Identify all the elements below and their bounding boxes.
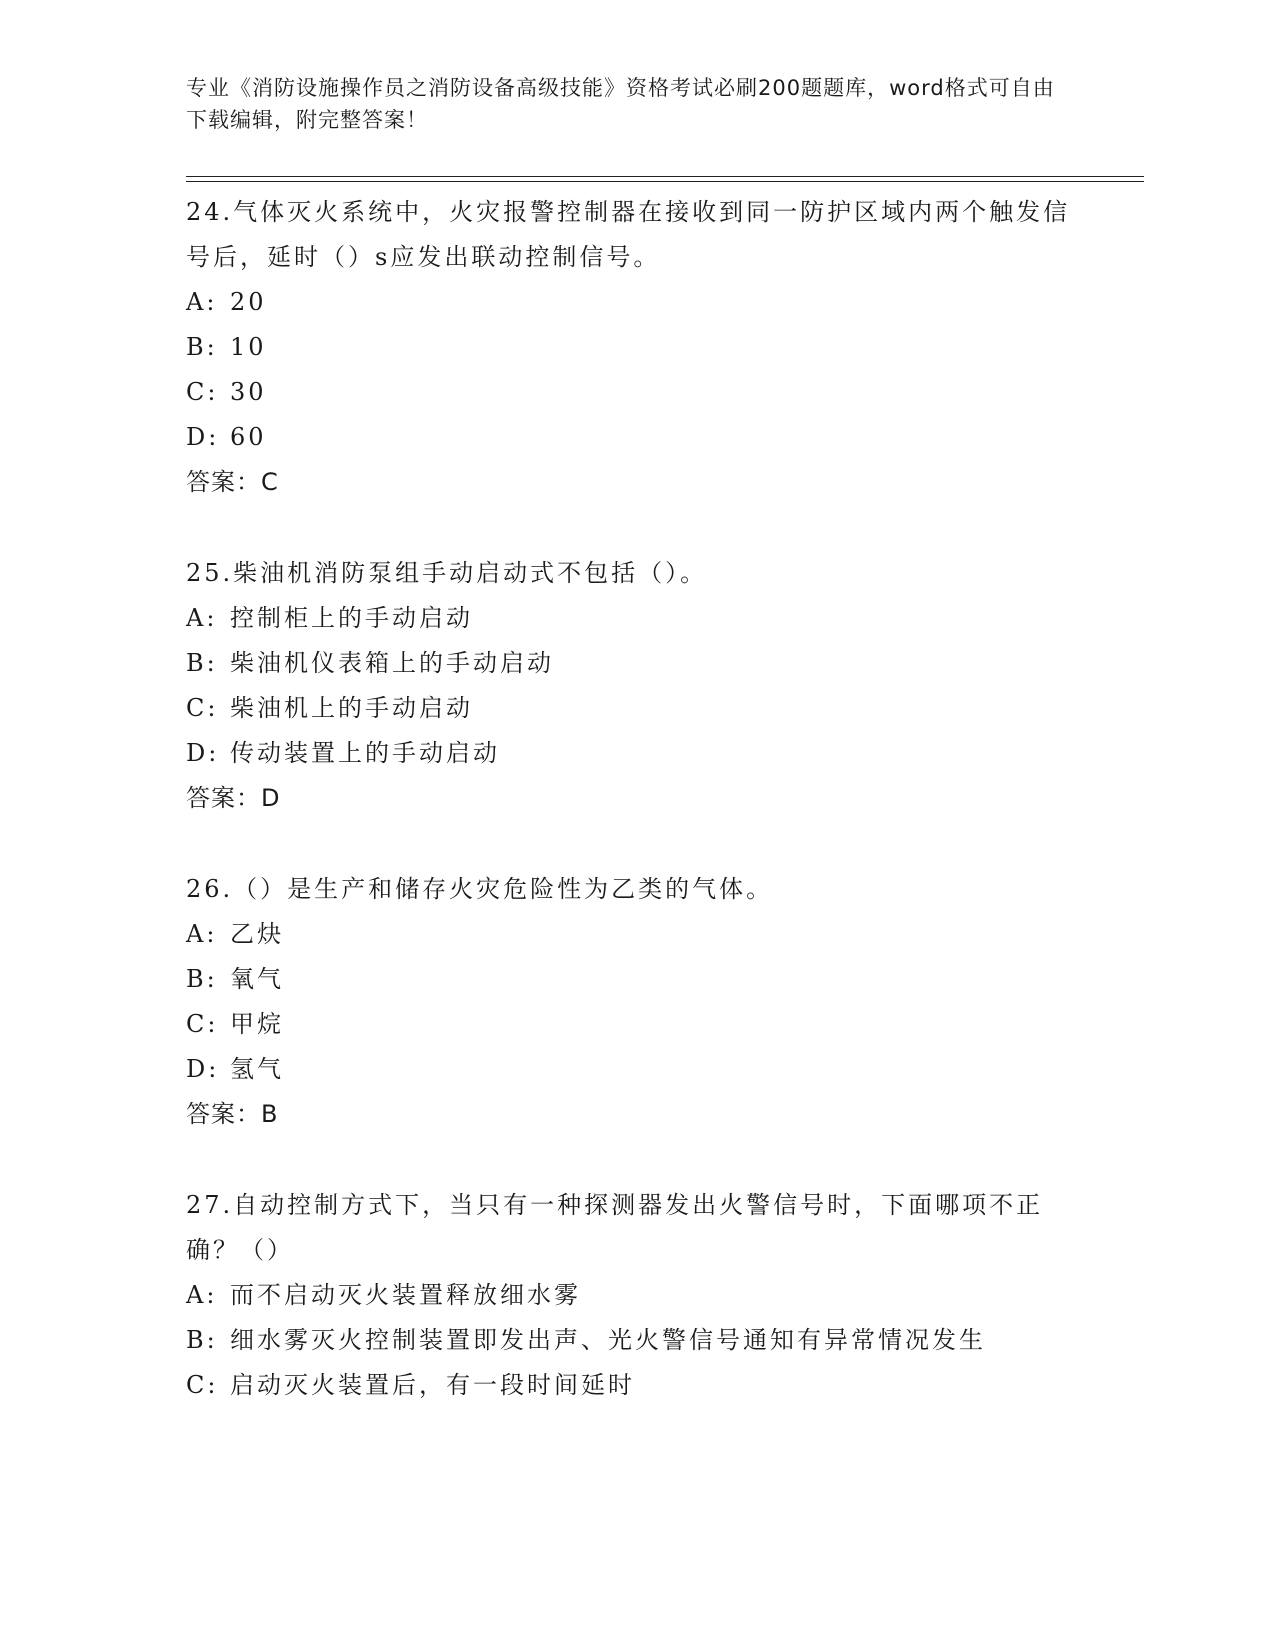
option-text: 甲烷 [230,1010,284,1038]
question-27 [186,1183,1086,1408]
option-label: C: [186,694,219,722]
option-text: 细水雾灭火控制装置即发出声、光火警信号通知有异常情况发生 [230,1326,986,1354]
option-text: 传动装置上的手动启动 [230,739,500,767]
option-label: C: [186,378,219,406]
question-26 [186,867,1086,1137]
option-c [186,1002,1086,1047]
answer: 答案：D [186,784,281,812]
question-list [186,190,1086,1408]
option-label: D: [186,423,220,451]
option-a [186,280,1086,325]
option-d [186,1047,1086,1092]
option-c [186,686,1086,731]
option-b [186,641,1086,686]
option-b [186,325,1086,370]
option-label: B: [186,649,218,677]
option-label: C: [186,1371,219,1399]
question-25 [186,551,1086,821]
option-text: 30 [230,378,267,406]
option-label: B: [186,1326,218,1354]
question-text: 24.气体灭火系统中，火灾报警控制器在接收到同一防护区域内两个触发信号后，延时（）s应发出联动控制信号。 [186,198,1071,271]
option-label: A: [186,920,218,948]
question-text: 27.自动控制方式下，当只有一种探测器发出火警信号时，下面哪项不正确？（） [186,1191,1044,1264]
option-text: 氢气 [230,1055,284,1083]
document-header: 专业《消防设施操作员之消防设备高级技能》资格考试必刷200题题库，word格式可自由下载编辑，附完整答案！ [186,76,1055,132]
option-text: 而不启动灭火装置释放细水雾 [230,1281,581,1309]
option-text: 60 [230,423,267,451]
option-label: D: [186,739,220,767]
option-c [186,370,1086,415]
option-a [186,1273,1086,1318]
option-text: 10 [230,333,267,361]
option-label: A: [186,604,218,632]
option-d [186,415,1086,460]
option-text: 20 [230,288,267,316]
option-a [186,912,1086,957]
answer: 答案：B [186,1100,279,1128]
header-rule-bottom [186,181,1144,182]
option-label: B: [186,333,218,361]
header-rule-top [186,176,1144,177]
option-b [186,1318,1086,1363]
option-a [186,596,1086,641]
option-label: A: [186,1281,218,1309]
option-text: 乙炔 [230,920,284,948]
option-label: B: [186,965,218,993]
answer: 答案：C [186,468,279,496]
question-text: 26.（）是生产和储存火灾危险性为乙类的气体。 [186,875,774,903]
option-d [186,731,1086,776]
option-text: 控制柜上的手动启动 [230,604,473,632]
option-text: 氧气 [230,965,284,993]
option-text: 启动灭火装置后，有一段时间延时 [230,1371,635,1399]
option-label: A: [186,288,218,316]
question-24 [186,190,1086,505]
option-text: 柴油机上的手动启动 [230,694,473,722]
option-b [186,957,1086,1002]
option-label: D: [186,1055,220,1083]
option-label: C: [186,1010,219,1038]
option-text: 柴油机仪表箱上的手动启动 [230,649,554,677]
question-text: 25.柴油机消防泵组手动启动式不包括（）。 [186,559,708,587]
option-c [186,1363,1086,1408]
